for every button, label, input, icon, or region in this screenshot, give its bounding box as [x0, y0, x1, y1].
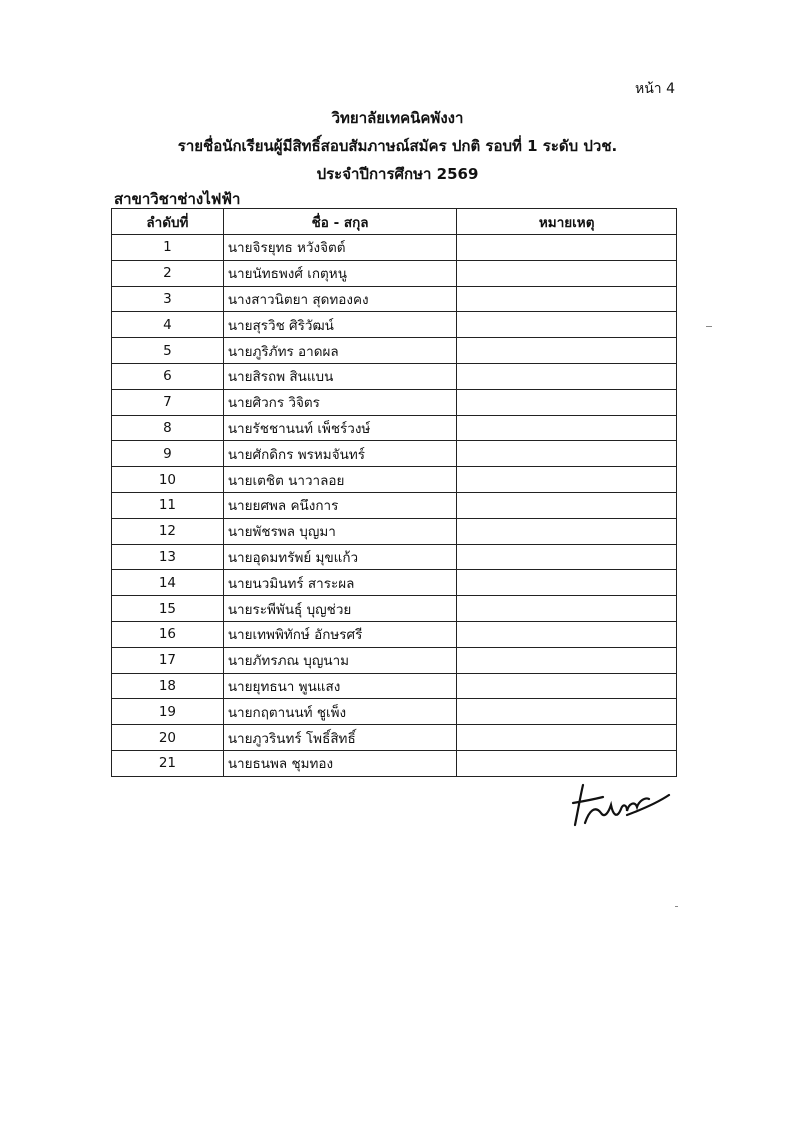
table-row — [112, 286, 677, 312]
table-header-row — [112, 209, 677, 235]
row-note — [457, 286, 677, 312]
table-row — [112, 544, 677, 570]
student-name: นายภูริภัทร อาดผล — [223, 338, 457, 364]
row-number: 14 — [112, 570, 224, 596]
column-header-name: ชื่อ - สกุล — [223, 209, 457, 235]
row-number: 4 — [112, 312, 224, 338]
row-note — [457, 235, 677, 261]
signature — [565, 775, 675, 835]
column-header-note: หมายเหตุ — [457, 209, 677, 235]
row-note — [457, 338, 677, 364]
scan-mark — [675, 906, 678, 907]
table-row — [112, 518, 677, 544]
row-note — [457, 312, 677, 338]
student-name: นางสาวนิตยา สุดทองคง — [223, 286, 457, 312]
row-number: 10 — [112, 467, 224, 493]
row-number: 13 — [112, 544, 224, 570]
table-row — [112, 673, 677, 699]
academic-year: ประจำปีการศึกษา 2569 — [316, 165, 479, 183]
table-row — [112, 363, 677, 389]
student-name: นายยุทธนา พูนแสง — [223, 673, 457, 699]
table-row — [112, 415, 677, 441]
table-row — [112, 647, 677, 673]
table-row — [112, 621, 677, 647]
row-note — [457, 518, 677, 544]
row-note — [457, 492, 677, 518]
student-name: นายธนพล ชุมทอง — [223, 750, 457, 776]
row-number: 20 — [112, 725, 224, 751]
student-name: นายพัชรพล บุญมา — [223, 518, 457, 544]
row-number: 5 — [112, 338, 224, 364]
row-number: 18 — [112, 673, 224, 699]
scan-mark — [706, 326, 712, 327]
row-number: 6 — [112, 363, 224, 389]
student-name: นายระพีพันธุ์ บุญช่วย — [223, 596, 457, 622]
row-number: 2 — [112, 260, 224, 286]
table-row — [112, 492, 677, 518]
row-note — [457, 750, 677, 776]
row-number: 9 — [112, 441, 224, 467]
table-row — [112, 467, 677, 493]
row-note — [457, 673, 677, 699]
row-number: 16 — [112, 621, 224, 647]
section-title: สาขาวิชาช่างไฟฟ้า — [114, 190, 241, 208]
student-name: นายนวมินทร์ สาระผล — [223, 570, 457, 596]
table-row — [112, 441, 677, 467]
student-name: นายศิวกร วิจิตร — [223, 389, 457, 415]
row-number: 1 — [112, 235, 224, 261]
table-row — [112, 725, 677, 751]
student-name: นายสิรถพ สินแบน — [223, 363, 457, 389]
student-name: นายยศพล คนึงการ — [223, 492, 457, 518]
row-number: 17 — [112, 647, 224, 673]
student-roster-table — [111, 208, 677, 777]
college-name: วิทยาลัยเทคนิคพังงา — [331, 109, 464, 127]
student-name: นายภูวรินทร์ โพธิ์สิทธิ์ — [223, 725, 457, 751]
table-row — [112, 596, 677, 622]
row-number: 21 — [112, 750, 224, 776]
row-note — [457, 647, 677, 673]
table-row — [112, 338, 677, 364]
student-name: นายเทพพิทักษ์ อักษรศรี — [223, 621, 457, 647]
row-number: 19 — [112, 699, 224, 725]
student-name: นายกฤตานนท์ ชูเพ็ง — [223, 699, 457, 725]
row-note — [457, 389, 677, 415]
row-note — [457, 441, 677, 467]
student-name: นายศักดิกร พรหมจันทร์ — [223, 441, 457, 467]
table-row — [112, 260, 677, 286]
row-number: 12 — [112, 518, 224, 544]
table-row — [112, 235, 677, 261]
row-note — [457, 544, 677, 570]
table-row — [112, 312, 677, 338]
student-name: นายเตชิต นาวาลอย — [223, 467, 457, 493]
row-note — [457, 260, 677, 286]
row-note — [457, 363, 677, 389]
row-note — [457, 570, 677, 596]
student-name: นายรัชชานนท์ เพ็ชร์วงษ์ — [223, 415, 457, 441]
row-note — [457, 467, 677, 493]
row-note — [457, 725, 677, 751]
row-number: 11 — [112, 492, 224, 518]
table-row — [112, 570, 677, 596]
table-row — [112, 389, 677, 415]
student-name: นายนัทธพงศ์ เกตุหนู — [223, 260, 457, 286]
student-name: นายอุดมทรัพย์ มุขแก้ว — [223, 544, 457, 570]
table-body — [112, 235, 677, 777]
document-title: รายชื่อนักเรียนผู้มีสิทธิ์สอบสัมภาษณ์สมัคร ปกติ รอบที่ 1 ระดับ ปวช. — [177, 137, 618, 155]
row-note — [457, 621, 677, 647]
student-name: นายภัทรภณ บุญนาม — [223, 647, 457, 673]
row-number: 15 — [112, 596, 224, 622]
document-header — [0, 104, 795, 188]
row-note — [457, 596, 677, 622]
table-row — [112, 750, 677, 776]
student-name: นายสุรวิช ศิริวัฒน์ — [223, 312, 457, 338]
student-name: นายจิรยุทธ หวังจิตต์ — [223, 235, 457, 261]
page-number: หน้า 4 — [634, 81, 675, 97]
row-number: 8 — [112, 415, 224, 441]
table-row — [112, 699, 677, 725]
row-note — [457, 415, 677, 441]
row-number: 3 — [112, 286, 224, 312]
row-number: 7 — [112, 389, 224, 415]
row-note — [457, 699, 677, 725]
column-header-number: ลำดับที่ — [112, 209, 224, 235]
